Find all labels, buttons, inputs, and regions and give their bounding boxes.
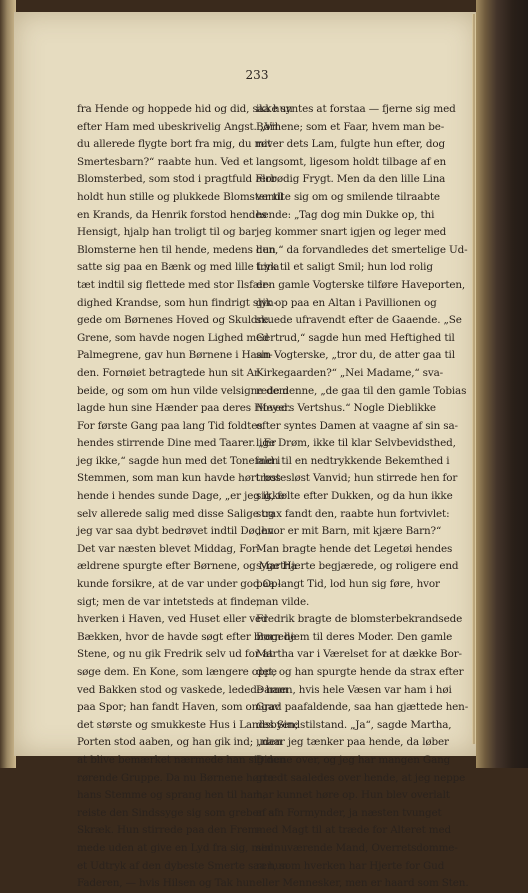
text-line: sin nuværende Mand, Overretsdomme-: [256, 841, 458, 854]
text-line: lagde hun sine Hænder paa deres Hoved.: [77, 402, 291, 415]
right-text-column: [256, 101, 469, 893]
text-line: Man bragte hende det Legetøi hendes: [256, 542, 453, 555]
book-cover-edge: [476, 0, 528, 768]
text-line: Faderen, — hvis Hilsen og Tak hun: [77, 877, 256, 890]
text-line: sigt; men de var intetsteds at finde,: [77, 595, 260, 608]
text-line: Smertesbarn?“ raabte hun. Ved et: [77, 155, 253, 168]
text-line: røver dets Lam, fulgte hun efter, dog: [256, 138, 445, 151]
text-line: tryk til et saligt Smil; hun lod rolig: [256, 261, 433, 274]
text-line: jeg var saa dybt bedrøvet indtil Døden.: [77, 525, 277, 538]
text-line: hende: „Tag dog min Dukke op, thi: [256, 208, 435, 221]
text-line: mede uden at give en Lyd fra sig, med: [77, 841, 274, 854]
text-line: selv allerede salig med disse Salige og: [77, 507, 275, 520]
text-line: Børn hjem til deres Moder. Den gamle: [256, 630, 453, 643]
text-line: Martha var i Værelset for at dække Bor-: [256, 648, 462, 661]
text-line: Skræk. Hun stirrede paa den Frem-: [77, 824, 261, 837]
text-line: Bækken, hvor de havde søgt efter brogede: [77, 630, 297, 643]
text-line: en Krands, da Henrik forstod hendes: [77, 208, 267, 221]
text-line: „hvor er mit Barn, mit kjære Barn?“: [256, 525, 442, 538]
page-number: 233: [245, 68, 269, 82]
text-line: du allerede flygte bort fra mig, du mit: [77, 138, 272, 151]
text-line: det største og smukkeste Hus i Landsbyen;: [77, 718, 299, 731]
text-line: ved Bakken stod og vaskede, ledede ham: [77, 683, 289, 696]
text-line: det, og han spurgte hende da strax efter: [256, 666, 464, 678]
text-line: hverken i Haven, ved Huset eller ved: [77, 613, 268, 626]
text-line: Blomsterbed, som stod i pragtfuld Flor: [77, 173, 277, 186]
text-line: den. Fornøiet betragtede hun sit Ar-: [77, 366, 263, 379]
text-line: des Sindstilstand. „Ja“, sagde Martha,: [256, 718, 452, 731]
text-line: gede om Børnenes Hoved og Skuldre.: [77, 314, 272, 327]
text-line: paa langt Tid, lod hun sig føre, hvor: [256, 578, 440, 591]
text-line: søge dem. En Kone, som længere oppe: [77, 666, 277, 678]
text-line: af sin Formynder, ja næsten tvunget: [256, 806, 442, 819]
text-line: tæt indtil sig flettede med stor Ilsfær-: [77, 278, 271, 291]
text-line: Damen, hvis hele Væsen var ham i høi: [256, 683, 452, 696]
text-line: et Udtryk af den dybeste Smerte saa hun: [77, 859, 289, 872]
text-line: Grad paafaldende, saa han gjættede hen-: [256, 701, 469, 714]
text-line: langsomt, ligesom holdt tilbage af en: [256, 155, 447, 168]
text-line: Stene, og nu gik Fredrik selv ud for at: [77, 648, 273, 661]
text-line: men til en nedtrykkende Bekemthed i: [256, 454, 450, 467]
text-line: den,“ da forvandledes det smertelige Ud-: [256, 243, 468, 256]
text-line: rede denne, „de gaa til den gamle Tobias: [256, 384, 467, 397]
text-line: at blive bemærket nærmede han sig den: [77, 753, 286, 766]
book-page: [14, 12, 478, 890]
text-line: Porten stod aaben, og han gik ind; uden: [77, 736, 282, 749]
text-line: ældrene spurgte efter Børnene, og Martha: [77, 560, 297, 573]
text-line: reiste den Sindssyge sig som greben af: [77, 806, 278, 819]
text-line: Kirkegaarden?“ „Nei Madame,“ sva-: [256, 366, 443, 379]
text-line: skuede ufravendt efter de Gaaende. „Se: [256, 314, 462, 327]
text-line: sig, følte efter Dukken, og da hun ikke: [256, 490, 453, 503]
text-line: satte sig paa en Bænk og med lille Lina: [77, 261, 280, 274]
text-line: strax fandt den, raabte hun fortvivlet:: [256, 507, 450, 520]
text-line: ren, som hverken har Hjerte for Gud: [256, 859, 445, 872]
text-line: jeg kommer snart igjen og leger med: [256, 226, 447, 239]
text-line: hans Stemme og sprang hen til ham,: [77, 789, 266, 802]
text-line: efter Ham med ubeskrivelig Angst. „Vil: [77, 120, 279, 133]
text-line: ærbødig Frygt. Men da den lille Lina: [256, 173, 446, 186]
text-line: Stemmen, som man kun havde hørt hos: [77, 472, 281, 485]
text-line: For første Gang paa lang Tid foldtes: [77, 419, 263, 432]
text-line: Blomsterne hen til hende, medens hun: [77, 243, 276, 256]
text-line: efter syntes Damen at vaagne af sin sa-: [256, 419, 458, 432]
text-line: Palmegrene, gav hun Børnene i Haan-: [77, 349, 273, 362]
text-line: jeg ikke,“ sagde hun med det Tonefald i: [77, 454, 281, 467]
text-line: paa Spor; han fandt Haven, som omgav: [77, 701, 280, 714]
text-line: lige Drøm, ikke til klar Selvbevidsthed,: [256, 437, 456, 450]
text-line: Meyers Vertshus.“ Nogle Dieblikke: [256, 402, 436, 415]
text-line: man vilde.: [256, 595, 310, 608]
text-line: trøstesløst Vanvid; hun stirrede hen for: [256, 472, 458, 485]
text-line: eller Mennesker, men er haard som Sten.: [256, 877, 469, 890]
text-line: Gertrud,“ sagde hun med Heftighed til: [256, 331, 455, 344]
text-line: Det var næsten blevet Middag, For-: [77, 542, 261, 555]
text-line: „naar jeg tænker paa hende, da løber: [256, 736, 449, 749]
text-line: gik op paa en Altan i Pavillionen og: [256, 296, 437, 309]
text-line: Hensigt, hjalp han troligt til og bar: [77, 226, 257, 239]
text-line: kunde forsikre, at de var under god Op-: [77, 578, 281, 591]
text-line: Fredrik bragte de blomsterbekrandsede: [256, 613, 463, 626]
text-line: holdt hun stille og plukkede Blomster til: [77, 190, 284, 203]
text-line: dighed Krandse, som hun findrigt slyn-: [77, 296, 277, 309]
text-line: grædt saaledes over hende, at jeg neppe: [256, 771, 466, 784]
text-line: vendte sig om og smilende tilraabte: [256, 190, 440, 203]
text-line: Grene, som havde nogen Lighed med: [77, 331, 269, 344]
text-line: sin Vogterske, „tror du, de atter gaa til: [256, 349, 455, 362]
text-line: med Magt til at træde for Alteret med: [256, 824, 451, 837]
text-line: Dinene over, og jeg har mangen Gang: [256, 753, 451, 766]
text-line: har kunnet høre op. Hun blev overlalt: [256, 789, 450, 802]
text-line: hende i hendes sunde Dage, „er jeg ikke: [77, 490, 285, 503]
text-line: den gamle Vogterske tilføre Haveporten,: [256, 278, 466, 291]
text-line: Børnene; som et Faar, hvem man be-: [256, 120, 445, 133]
text-line: beide, og som om hun vilde velsigne dem: [77, 384, 289, 397]
text-line: fra Hende og hoppede hid og did, saa hun: [77, 103, 293, 115]
text-line: syge Hjerte begjærede, og roligere end: [256, 560, 459, 573]
text-line: hendes stirrende Dine med Taarer. „Er: [77, 437, 276, 450]
text-line: ikke syntes at forstaa — fjerne sig med: [256, 103, 456, 115]
text-line: rørende Gruppe. Da nu Børnene hørte: [77, 771, 274, 784]
